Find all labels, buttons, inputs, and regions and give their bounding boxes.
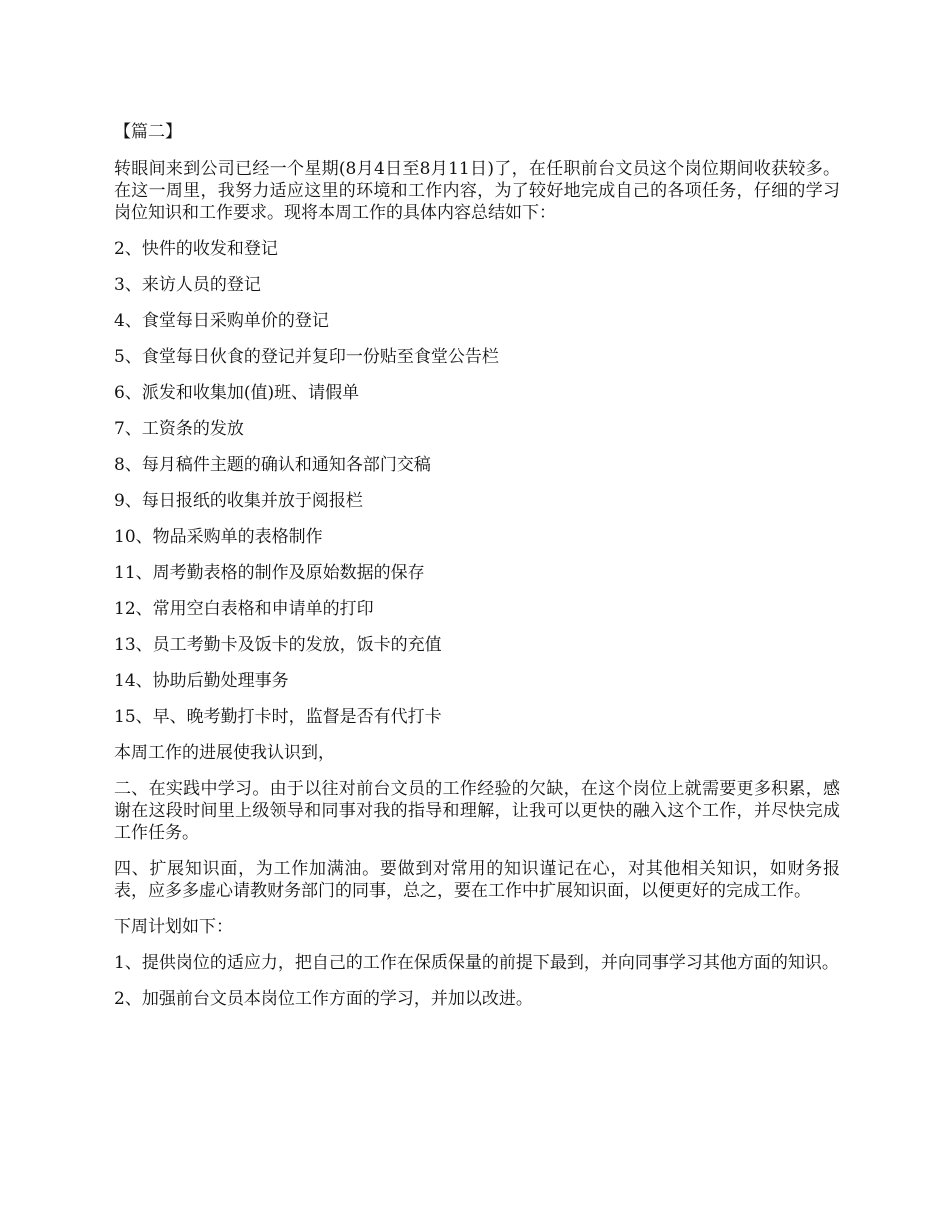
document-page <box>114 121 840 1024</box>
intro-paragraph: 转眼间来到公司已经一个星期(8月4日至8月11日)了，在任职前台文员这个岗位期间收获较多。在这一周里，我努力适应这里的环境和工作内容，为了较好地完成自己的各项任务，仔细的学习岗位知识和工作要求。现将本周工作的具体内容总结如下： <box>114 159 840 223</box>
task-item: 6、派发和收集加(值)班、请假单 <box>114 383 360 403</box>
task-item: 4、食堂每日采购单价的登记 <box>114 311 329 331</box>
task-item: 13、员工考勤卡及饭卡的发放，饭卡的充值 <box>114 635 442 655</box>
point-paragraph: 二、在实践中学习。由于以往对前台文员的工作经验的欠缺，在这个岗位上就需要更多积累，感谢在这段时间里上级领导和同事对我的指导和理解，让我可以更快的融入这个工作，并尽快完成工作任务。 <box>114 779 840 843</box>
realization-intro: 本周工作的进展使我认识到， <box>114 743 335 763</box>
task-item: 9、每日报纸的收集并放于阅报栏 <box>114 491 363 511</box>
task-item: 14、协助后勤处理事务 <box>114 671 289 691</box>
task-item: 11、周考勤表格的制作及原始数据的保存 <box>114 563 425 583</box>
plan-item: 1、提供岗位的适应力，把自己的工作在保质保量的前提下最到，并向同事学习其他方面的知识。 <box>114 953 839 973</box>
point-paragraph: 四、扩展知识面，为工作加满油。要做到对常用的知识谨记在心，对其他相关知识，如财务报表，应多多虚心请教财务部门的同事，总之，要在工作中扩展知识面，以便更好的完成工作。 <box>114 859 840 901</box>
task-item: 12、常用空白表格和申请单的打印 <box>114 599 374 619</box>
task-item: 7、工资条的发放 <box>114 419 244 439</box>
section-heading: 【篇二】 <box>114 122 182 142</box>
task-item: 2、快件的收发和登记 <box>114 239 278 259</box>
task-item: 3、来访人员的登记 <box>114 275 261 295</box>
plan-intro: 下周计划如下： <box>114 917 233 937</box>
task-item: 10、物品采购单的表格制作 <box>114 527 323 547</box>
plan-item: 2、加强前台文员本岗位工作方面的学习，并加以改进。 <box>114 989 533 1009</box>
task-item: 5、食堂每日伙食的登记并复印一份贴至食堂公告栏 <box>114 347 499 367</box>
task-item: 8、每月稿件主题的确认和通知各部门交稿 <box>114 455 431 475</box>
task-item: 15、早、晚考勤打卡时，监督是否有代打卡 <box>114 707 442 727</box>
